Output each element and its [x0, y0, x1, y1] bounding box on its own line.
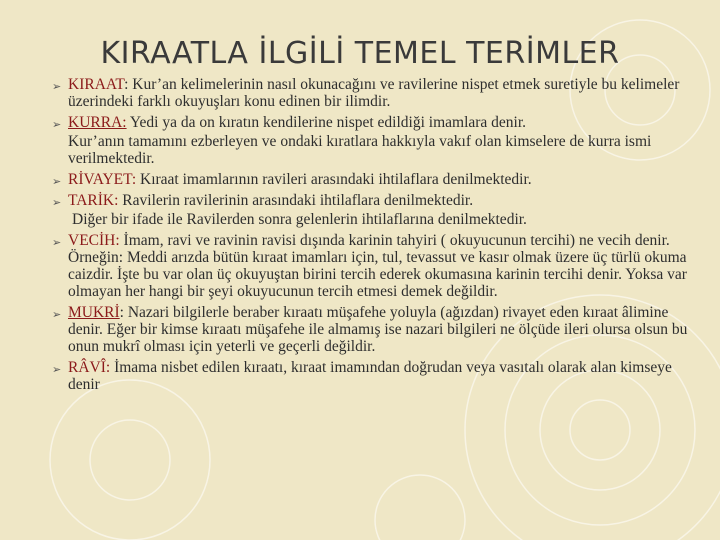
arrow-bullet-icon: ➢ [52, 80, 62, 93]
term-label: TARİK: [68, 192, 119, 209]
term-label: KURRA: [68, 114, 127, 131]
arrow-bullet-icon: ➢ [52, 196, 62, 209]
term-label: RİVAYET: [68, 171, 137, 188]
term-definition: : Kur’an kelimelerinin nasıl okunacağını ve ravilerine nispet etmek suretiyle bu kelimeler üzerindeki farklı okuyuşları konu edinen bir ilimdir. [68, 76, 680, 110]
term-label: RÂVÎ: [68, 359, 111, 376]
term-definition: Ravilerin ravilerinin arasındaki ihtilaflara denilmektedir. [118, 192, 474, 209]
term-list [52, 76, 692, 397]
term-definition: : Nazari bilgilerle beraber kıraatı müşafehe yoluyla (ağızdan) rivayet eden kıraat âlimine denir. Eğer bir kimse kıraatı müşafehe ile almamış ise nazari bilgileri ne ölçüde ileri olursa olsun bu onun mukrî olması için yeterli ve geçerli değildir. [68, 304, 688, 355]
list-item-kiraat [52, 76, 692, 110]
arrow-bullet-icon: ➢ [52, 308, 62, 321]
term-label: KIRAAT [68, 76, 125, 93]
list-item-kurra [52, 114, 692, 131]
list-item-vecih [52, 232, 692, 300]
term-definition: Kıraat imamlarının ravileri arasındaki ihtilaflara denilmektedir. [136, 171, 532, 188]
term-label: MUKRİ [68, 304, 120, 321]
term-label: VECİH: [68, 232, 120, 249]
arrow-bullet-icon: ➢ [52, 118, 62, 131]
arrow-bullet-icon: ➢ [52, 175, 62, 188]
term-definition: İmama nisbet edilen kıraatı, kıraat imamından doğrudan veya vasıtalı olarak alan kimseye denir [68, 359, 672, 393]
kurra-continuation: Kur’anın tamamını ezberleyen ve ondaki kıratlara hakkıyla vakıf olan kimselere de kurra ismi verilmektedir. [68, 133, 652, 167]
arrow-bullet-icon: ➢ [52, 363, 62, 376]
tarik-continuation: Diğer bir ifade ile Ravilerden sonra gelenlerin ihtilaflarına denilmektedir. [72, 211, 527, 228]
arrow-bullet-icon: ➢ [52, 236, 62, 249]
list-item-rivayet [52, 171, 692, 188]
list-item-tarik [52, 192, 692, 209]
term-definition: İmam, ravi ve ravinin ravisi dışında karinin tahyiri ( okuyucunun tercihi) ne vecih denir. Örneğin: Meddi arızda bütün kıraat imamları için, tul, tevassut ve kasır olmak üzere üç türlü okuma caizdir. İşte bu var olan üç okuyuştan birini tercih ederek okumasına karinin tercihi denir. Yoksa var olmayan her hangi bir şeyi okuyucunun tercih etmesi demek değildir. [68, 232, 687, 300]
list-item-ravi [52, 359, 692, 393]
term-definition: Yedi ya da on kıratın kendilerine nispet edildiği imamlara denir. [126, 114, 527, 131]
slide-title: KIRAATLA İLGİLİ TEMEL TERİMLER [100, 36, 620, 71]
list-item-mukri [52, 304, 692, 355]
